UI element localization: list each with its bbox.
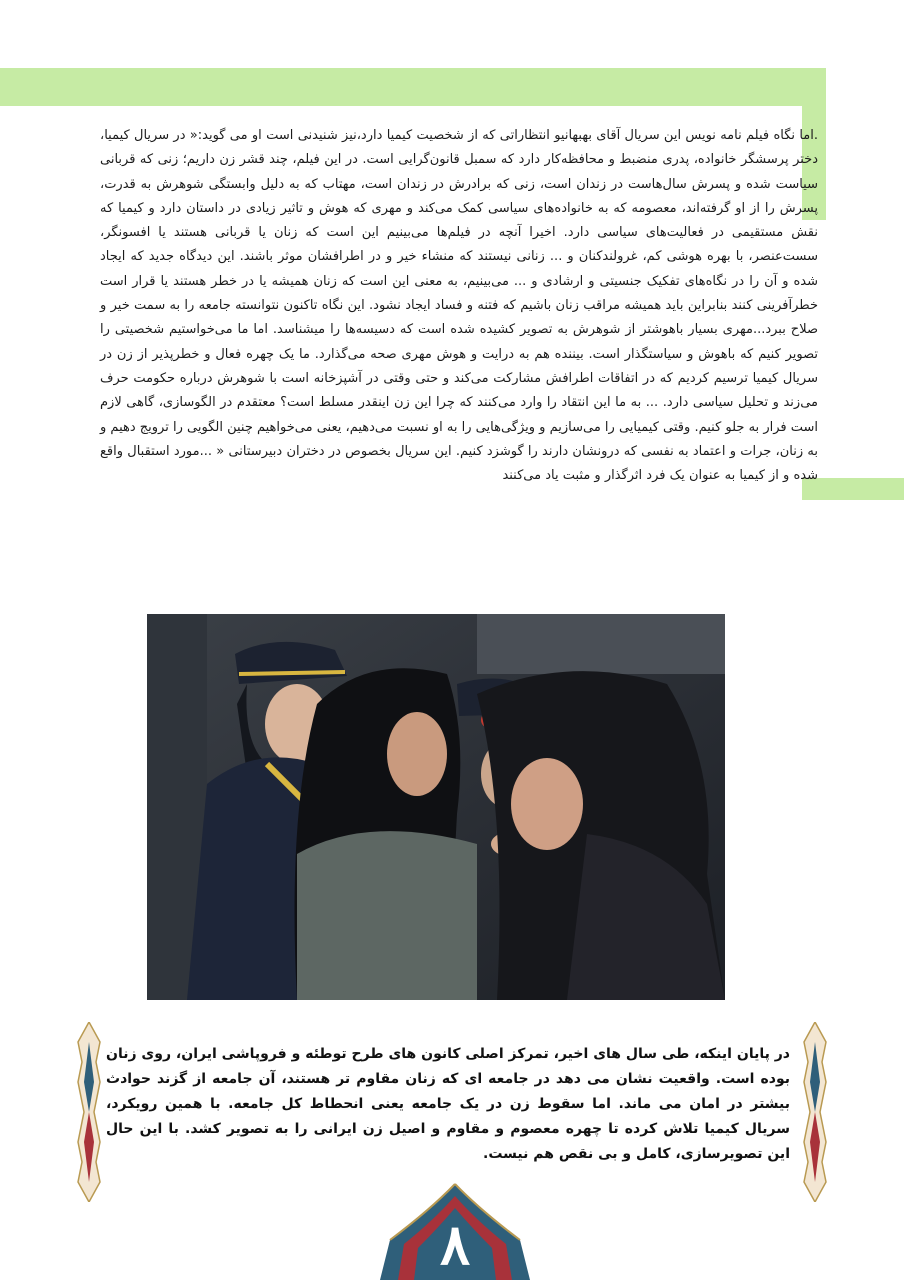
right-ornament-border	[802, 1022, 828, 1202]
top-green-bar	[0, 68, 826, 106]
conclusion-paragraph: در پایان اینکه، طی سال های اخیر، تمرکز اصلی کانون های طرح توطئه و فروپاشی ایران، روی زنان بوده است. واقعیت نشان می دهد در جامعه ای که زنان مقاوم تر هستند، آن جامعه از گزند حوادث بیشتر در امان می ماند. اما سقوط زن در یک جامعه یعنی انحطاط کل جامعه. با همین رویکرد، سریال کیمیا تلاش کرده تا چهره معصوم و مقاوم و اصیل زن ایرانی را به تصویر کشد. با این حال این تصویرسازی، کامل و بی نقص هم نیست.	[106, 1046, 790, 1162]
article-paragraph: .اما نگاه فیلم نامه نویس این سریال آقای بهبهانیو انتظاراتی که از شخصیت کیمیا دارد،نیز شنیدنی است او می گوید:« در سریال کیمیا، دختر پرسشگر خانواده، پدری منضبط و محافظه‌کار دارد که سمبل قانون‌گرایی است. در این فیلم، چند قشر زن داریم؛ زنی که قربانی سیاست شده و پسرش سال‌هاست در زندان است، زنی که برادرش در زندان است، مهتاب که به دلیل وابستگی شوهرش به قدرت، پسرش را از او گرفته‌اند، معصومه که به خانواده‌های سیاسی کمک می‌کند و مهری که هوش و تاثیر زیادی در داستان دارد و کیمیا که نقش مستقیمی در فعالیت‌های سیاسی دارد. اخیرا آنچه در فیلم‌ها می‌بینیم این است که زنان یا قربانی هستند یا افسونگر، سست‌عنصر، با بهره هوشی کم، غرولندکنان و ... زنانی نیستند که منشاء خیر و در اطرافشان موثر باشند. این دیدگاه جدید که ایجاد شده و آن را در نگاه‌های تفکیک جنسیتی و ارشادی و ... می‌بینیم، به معنی این است که زنان همیشه یا در خطر هستند یا قرار است خطرآفرینی کنند بنابراین باید همیشه مراقب زنان باشیم که فتنه و فساد ایجاد نشود. این نگاه تاکنون نتوانسته جامعه را به سمت خیر و صلاح ببرد...مهری بسیار باهوشتر از شوهرش به تصویر کشیده شده است که دسیسه‌ها را میشناسد. اما ما می‌خواستیم شخصیتی را تصویر کنیم که باهوش و سیاستگذار است. بیننده هم به درایت و هوش مهری صحه می‌گذارد. ما یک چهره فعال و خطرپذیر از زن در سریال کیمیا ترسیم کردیم که در اتفاقات اطرافش مشارکت می‌کند و حتی وقتی در آشپزخانه است با شوهرش درباره حکومت حرف می‌زند و تحلیل سیاسی دارد. ... به ما این انتقاد را وارد می‌کنند که چرا این زن اینقدر مسلط است؟ معتقدم در الگوسازی، گاهی لازم است فرار به جلو کنیم. وقتی کیمیایی را می‌سازیم و ویژگی‌هایی را به او نسبت می‌دهیم، یعنی می‌خواهیم چنین الگویی را ترویج دهیم و به زنان، جرات و اعتماد به نفسی که درونشان دارند را گوشزد کنیم. این سریال بخصوص در دختران دبیرستانی « ...مورد استقبال واقع شده و از کیمیا به عنوان یک فرد اثرگذار و مثبت یاد می‌کنند	[100, 128, 818, 484]
page-number: ۸	[439, 1212, 471, 1278]
scene-photo	[147, 614, 725, 1000]
left-ornament-border	[76, 1022, 102, 1202]
